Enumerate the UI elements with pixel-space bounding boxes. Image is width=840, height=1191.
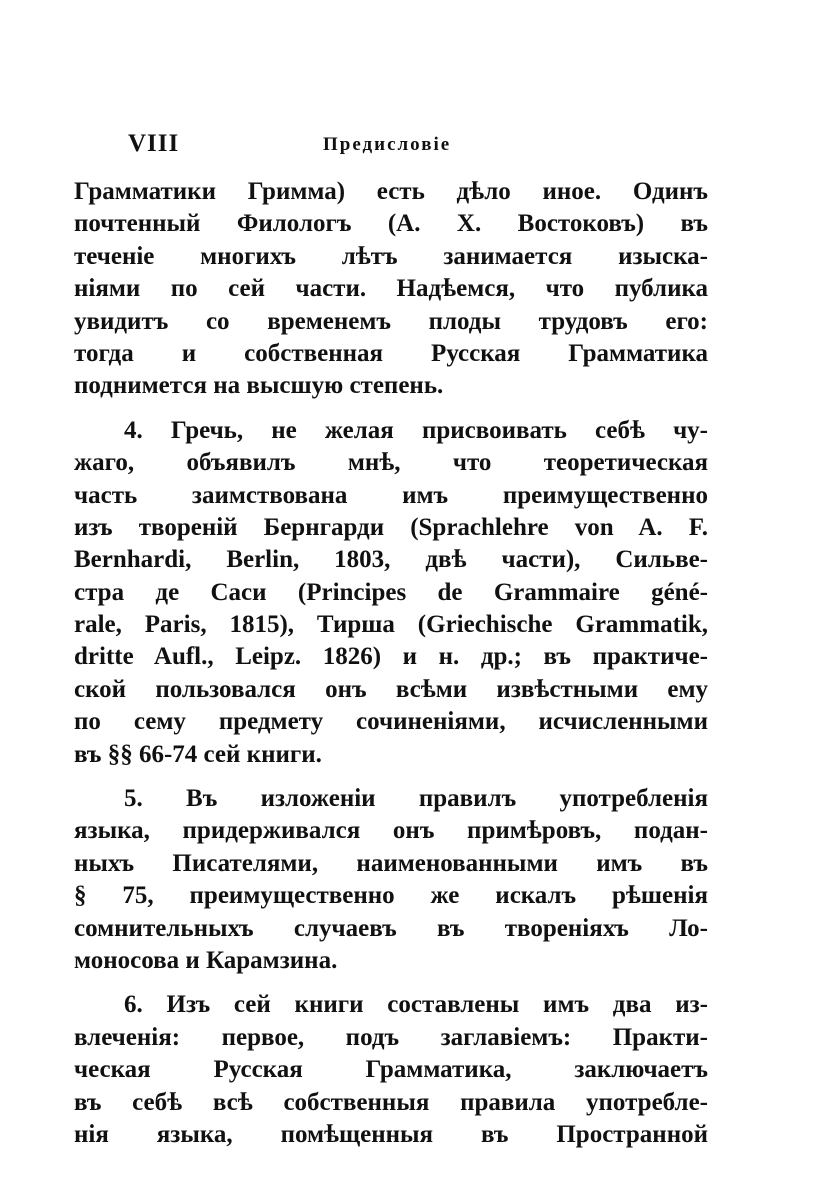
page-number: VIII	[128, 130, 180, 157]
text-line: изъ твореній Бернгарди (Sprachlehre von A. F.	[74, 513, 708, 541]
text-line: нія языка, помѣщенныя въ Пространной	[74, 1120, 708, 1148]
text-line: въ §§ 66-74 сей книги.	[74, 740, 322, 768]
text-line: § 75, преимущественно же искалъ рѣшенія	[74, 882, 708, 910]
text-line: 6. Изъ сей книги составлены имъ два из-	[124, 991, 708, 1019]
text-line: rale, Paris, 1815), Тирша (Griechische Grammatik,	[74, 611, 708, 639]
text-line: часть заимствована имъ преимущественно	[74, 481, 708, 509]
text-line: почтенный Филологъ (А. Х. Востоковъ) въ	[74, 210, 708, 238]
text-line: ніями по сей части. Надѣемся, что публика	[74, 275, 708, 303]
text-line: по сему предмету сочиненіями, исчисленными	[74, 708, 708, 736]
text-line: dritte Aufl., Leipz. 1826) и н. др.; въ практиче-	[74, 643, 708, 671]
text-line: теченіе многихъ лѣтъ занимается изыска-	[74, 242, 708, 270]
paragraph-5	[74, 783, 708, 977]
text-line: 5. Въ изложеніи правилъ употребленія	[124, 785, 708, 813]
text-line: увидитъ со временемъ плоды трудовъ его:	[74, 307, 708, 335]
text-line: моносова и Карамзина.	[74, 946, 338, 974]
text-line: ской пользовался онъ всѣми извѣстными ему	[74, 675, 708, 703]
text-line: стра де Саси (Principes de Grammaire géné-	[74, 578, 708, 606]
paragraph-4	[74, 415, 708, 771]
paragraph-6	[74, 989, 708, 1151]
text-line: 4. Гречь, не желая присвоивать себѣ чу-	[124, 416, 708, 444]
text-line: жаго, объявилъ мнѣ, что теоретическая	[74, 449, 708, 477]
text-line: поднимется на высшую степень.	[74, 372, 444, 400]
text-line: Bernhardi, Berlin, 1803, двѣ части), Сильве-	[74, 546, 708, 574]
text-line: въ себѣ всѣ собственныя правила употребле-	[74, 1088, 708, 1116]
page-header	[128, 130, 708, 160]
text-line: ческая Русская Грамматика, заключаетъ	[74, 1056, 708, 1084]
text-line: влеченія: первое, подъ заглавіемъ: Практи-	[74, 1023, 708, 1051]
running-head: Предисловіе	[323, 134, 452, 155]
text-line: сомнительныхъ случаевъ въ твореніяхъ Ло-	[74, 914, 708, 942]
text-line: Грамматики Гримма) есть дѣло иное. Одинъ	[74, 178, 708, 205]
text-line: языка, придерживался онъ примѣровъ, подан-	[74, 817, 708, 845]
paragraph-grammar-continuation	[74, 176, 708, 403]
body-text	[74, 176, 708, 1151]
text-line: тогда и собственная Русская Грамматика	[74, 339, 708, 367]
text-line: ныхъ Писателями, наименованными имъ въ	[74, 849, 708, 877]
